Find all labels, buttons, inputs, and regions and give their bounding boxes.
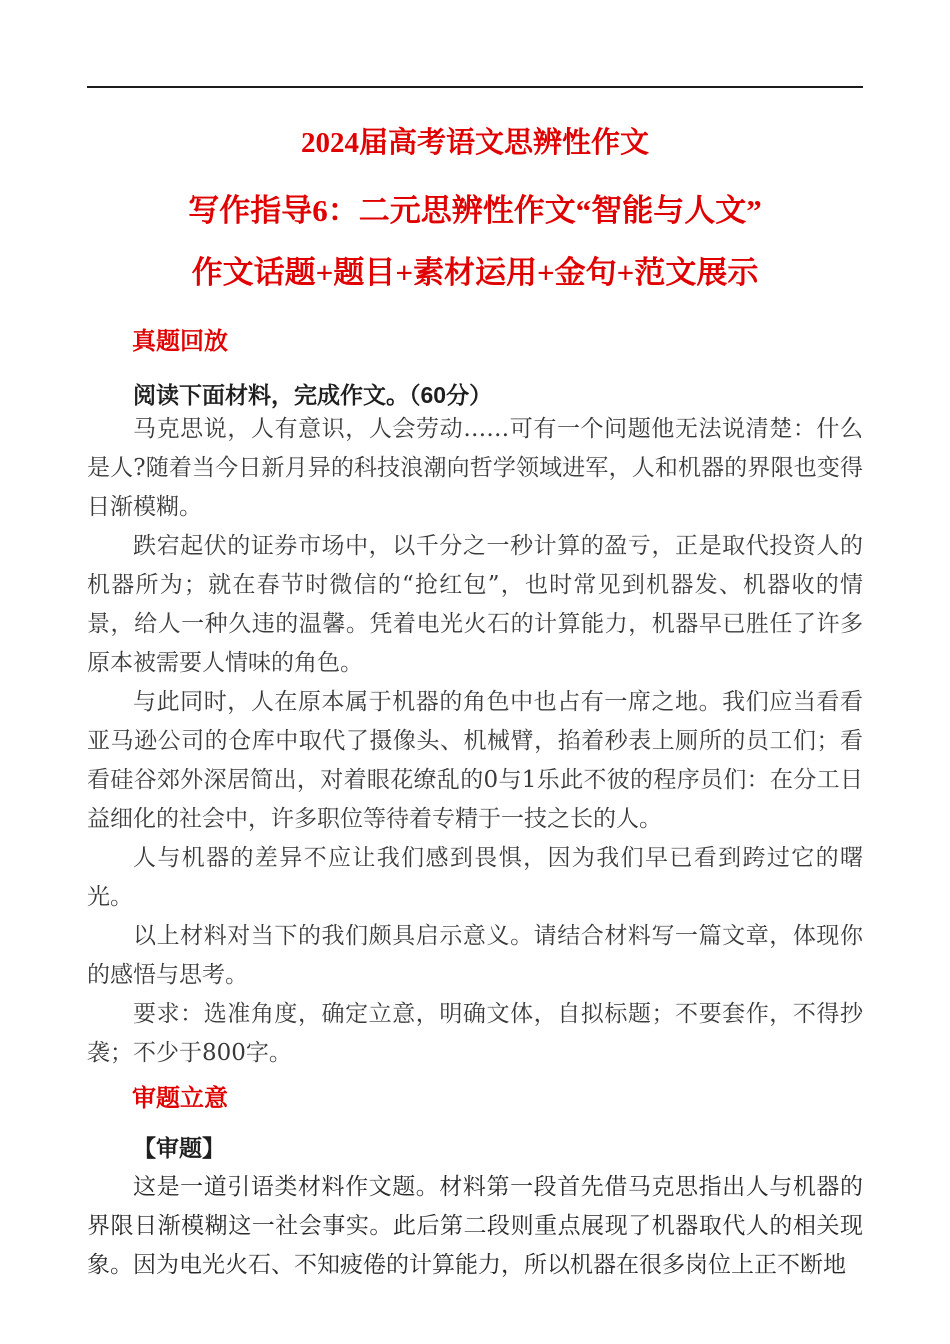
material-paragraph: 马克思说，人有意识，人会劳动……可有一个问题他无法说清楚：什么是人?随着当今日新月异的科技浪潮向哲学领域进军，人和机器的界限也变得日渐模糊。 (87, 416, 863, 520)
analysis-text-block (87, 1167, 863, 1284)
section-heading-zhenti-huifang: 真题回放 (132, 328, 228, 355)
material-paragraph: 人与机器的差异不应让我们感到畏惧，因为我们早已看到跨过它的曙光。 (87, 845, 863, 910)
material-paragraph: 跌宕起伏的证券市场中，以千分之一秒计算的盈亏，正是取代投资人的机器所为；就在春节时微信的“抢红包”，也时常见到机器发、机器收的情景，给人一种久违的温馨。凭着电光火石的计算能力，机器早已胜任了许多原本被需要人情味的角色。 (87, 533, 863, 676)
section-shenti-liyi (87, 1085, 863, 1284)
section-zhenti-huifang (87, 328, 863, 1073)
header-rule (87, 0, 863, 88)
doc-title-line-2: 写作指导6：二元思辨性作文“智能与人文” (188, 193, 762, 228)
material-paragraph: 与此同时，人在原本属于机器的角色中也占有一席之地。我们应当看看亚马逊公司的仓库中取代了摄像头、机械臂，掐着秒表上厕所的员工们；看看硅谷郊外深居简出，对着眼花缭乱的0与1乐此不彼的程序员们：在分工日益细化的社会中，许多职位等待着专精于一技之长的人。 (87, 689, 863, 832)
material-text-block (87, 410, 863, 1073)
analysis-paragraph: 这是一道引语类材料作文题。材料第一段首先借马克思指出人与机器的界限日渐模糊这一社会事实。此后第二段则重点展现了机器取代人的相关现象。因为电光火石、不知疲倦的计算能力，所以机器在很多岗位上正不断地 (87, 1174, 863, 1277)
exam-instruction: 阅读下面材料，完成作文。（60分） (133, 382, 493, 408)
shenti-label: 【审题】 (133, 1136, 225, 1161)
doc-title-line-1: 2024届高考语文思辨性作文 (300, 127, 649, 159)
section-heading-shenti-liyi: 审题立意 (132, 1085, 228, 1112)
doc-title-line-3: 作文话题+题目+素材运用+金句+范文展示 (191, 255, 759, 290)
material-paragraph: 以上材料对当下的我们颇具启示意义。请结合材料写一篇文章，体现你的感悟与思考。 (87, 923, 863, 988)
requirement-paragraph: 要求：选准角度，确定立意，明确文体，自拟标题；不要套作，不得抄袭；不少于800字。 (87, 1001, 863, 1066)
